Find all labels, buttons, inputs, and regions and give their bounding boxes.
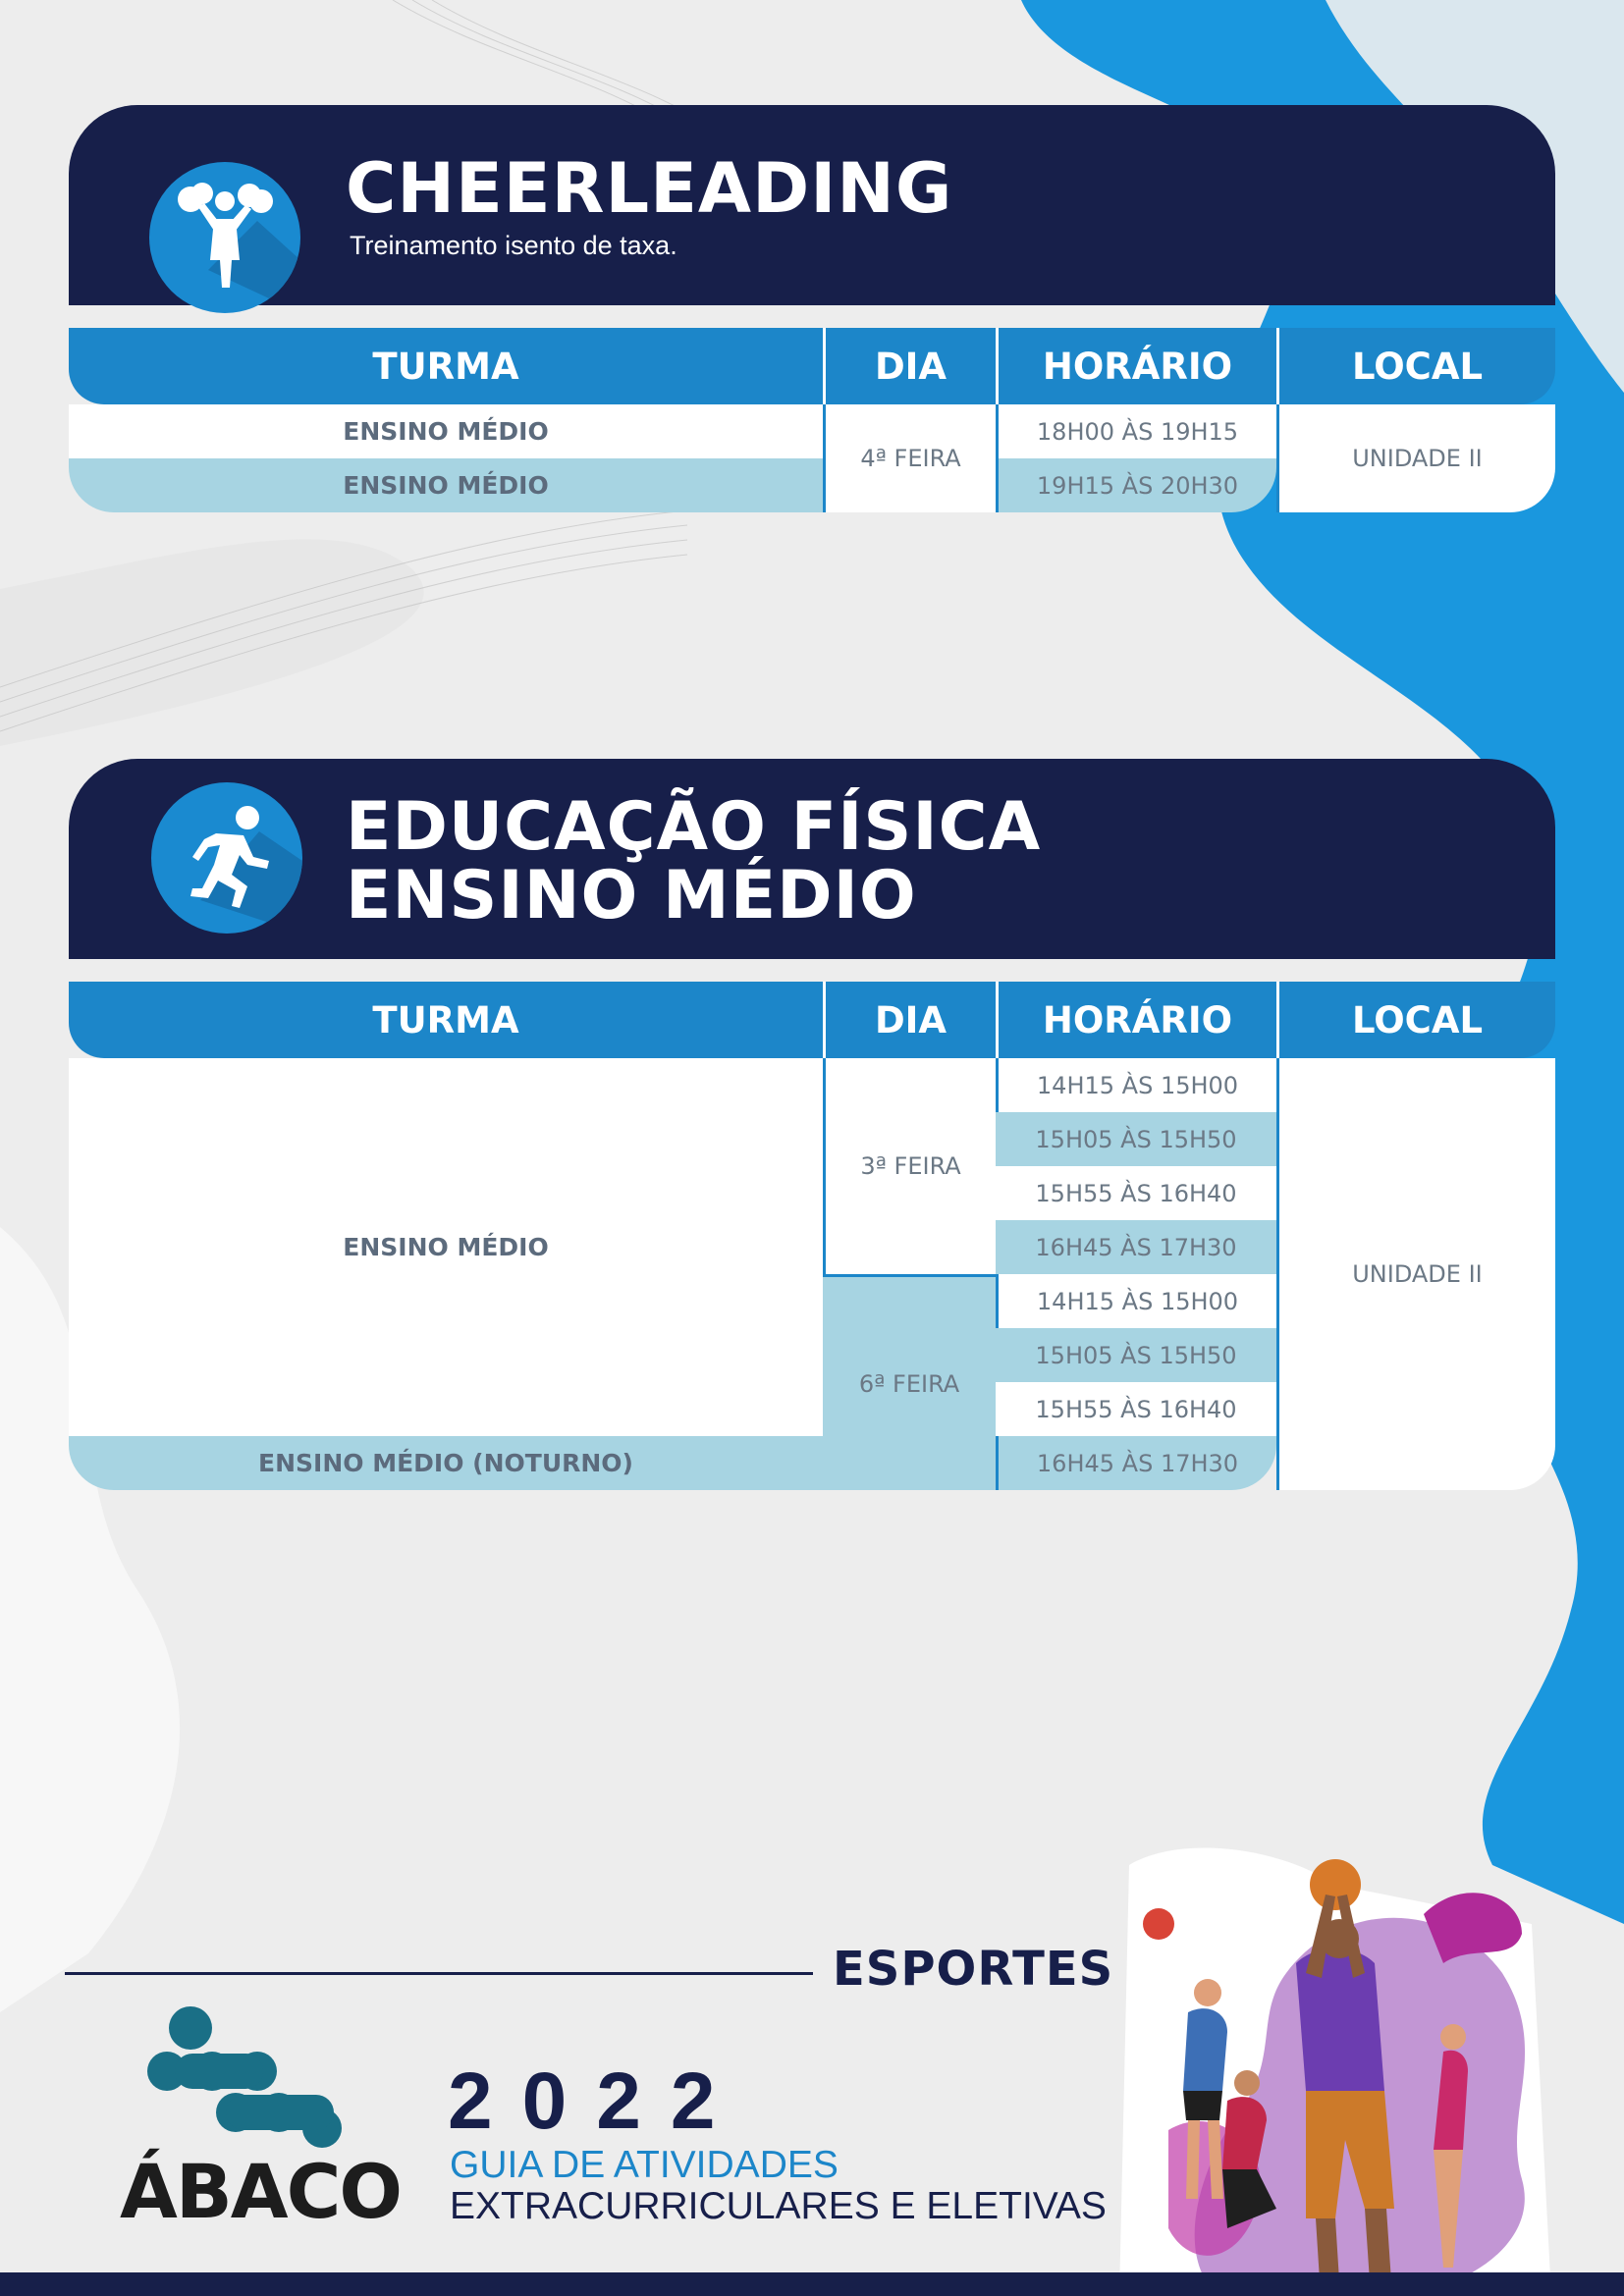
section-divider bbox=[65, 1972, 813, 1975]
horario-cell: 15H55 ÀS 16H40 bbox=[996, 1382, 1276, 1436]
abaco-logo: ÁBACO bbox=[120, 2148, 401, 2235]
dia-cell: 4ª FEIRA bbox=[823, 404, 996, 512]
cheerleading-schedule-table bbox=[69, 328, 1555, 512]
horario-cell: 14H15 ÀS 15H00 bbox=[996, 1058, 1276, 1112]
horario-cell: 16H45 ÀS 17H30 bbox=[996, 1436, 1276, 1490]
educacao-fisica-title-line2: ENSINO MÉDIO bbox=[346, 857, 917, 934]
header-horario: HORÁRIO bbox=[996, 982, 1276, 1058]
header-turma: TURMA bbox=[69, 328, 823, 404]
horario-cell: 15H55 ÀS 16H40 bbox=[996, 1166, 1276, 1220]
dia-cell: 6ª FEIRA bbox=[823, 1274, 996, 1490]
section-label: ESPORTES bbox=[833, 1942, 1114, 1997]
header-local: LOCAL bbox=[1276, 328, 1555, 404]
bottom-bar bbox=[0, 2272, 1624, 2296]
athletes-illustration bbox=[1129, 1855, 1561, 2296]
header-turma: TURMA bbox=[69, 982, 823, 1058]
turma-cell: ENSINO MÉDIO bbox=[69, 458, 823, 512]
abaco-logo-mark bbox=[147, 2002, 353, 2160]
header-horario: HORÁRIO bbox=[996, 328, 1276, 404]
horario-cell: 19H15 ÀS 20H30 bbox=[996, 458, 1276, 512]
year: 2022 bbox=[448, 2056, 745, 2146]
table-row bbox=[69, 1058, 1555, 1112]
header-dia: DIA bbox=[823, 982, 996, 1058]
runner-icon bbox=[151, 782, 302, 934]
horario-cell: 14H15 ÀS 15H00 bbox=[996, 1274, 1276, 1328]
horario-cell: 18H00 ÀS 19H15 bbox=[996, 404, 1276, 458]
header-local: LOCAL bbox=[1276, 982, 1555, 1058]
cheerleading-header bbox=[69, 105, 1555, 305]
table-row bbox=[69, 404, 1555, 458]
cheerleader-icon bbox=[149, 162, 300, 313]
guide-title-line2: EXTRACURRICULARES E ELETIVAS bbox=[450, 2185, 1107, 2227]
cheerleading-subtitle: Treinamento isento de taxa. bbox=[350, 231, 677, 260]
local-cell: UNIDADE II bbox=[1276, 404, 1555, 512]
turma-cell: ENSINO MÉDIO (NOTURNO) bbox=[69, 1436, 823, 1490]
educacao-fisica-header bbox=[69, 759, 1555, 959]
header-dia: DIA bbox=[823, 328, 996, 404]
guide-title-line1: GUIA DE ATIVIDADES bbox=[450, 2144, 839, 2186]
horario-cell: 16H45 ÀS 17H30 bbox=[996, 1220, 1276, 1274]
cheerleading-title: CHEERLEADING bbox=[346, 148, 953, 229]
local-cell: UNIDADE II bbox=[1276, 1058, 1555, 1490]
educacao-fisica-schedule-table bbox=[69, 982, 1555, 1490]
turma-cell: ENSINO MÉDIO bbox=[69, 404, 823, 458]
dia-cell: 3ª FEIRA bbox=[823, 1058, 996, 1274]
educacao-fisica-title-line1: EDUCAÇÃO FÍSICA bbox=[346, 788, 1042, 866]
turma-cell: ENSINO MÉDIO bbox=[69, 1058, 823, 1436]
horario-cell: 15H05 ÀS 15H50 bbox=[996, 1112, 1276, 1166]
horario-cell: 15H05 ÀS 15H50 bbox=[996, 1328, 1276, 1382]
